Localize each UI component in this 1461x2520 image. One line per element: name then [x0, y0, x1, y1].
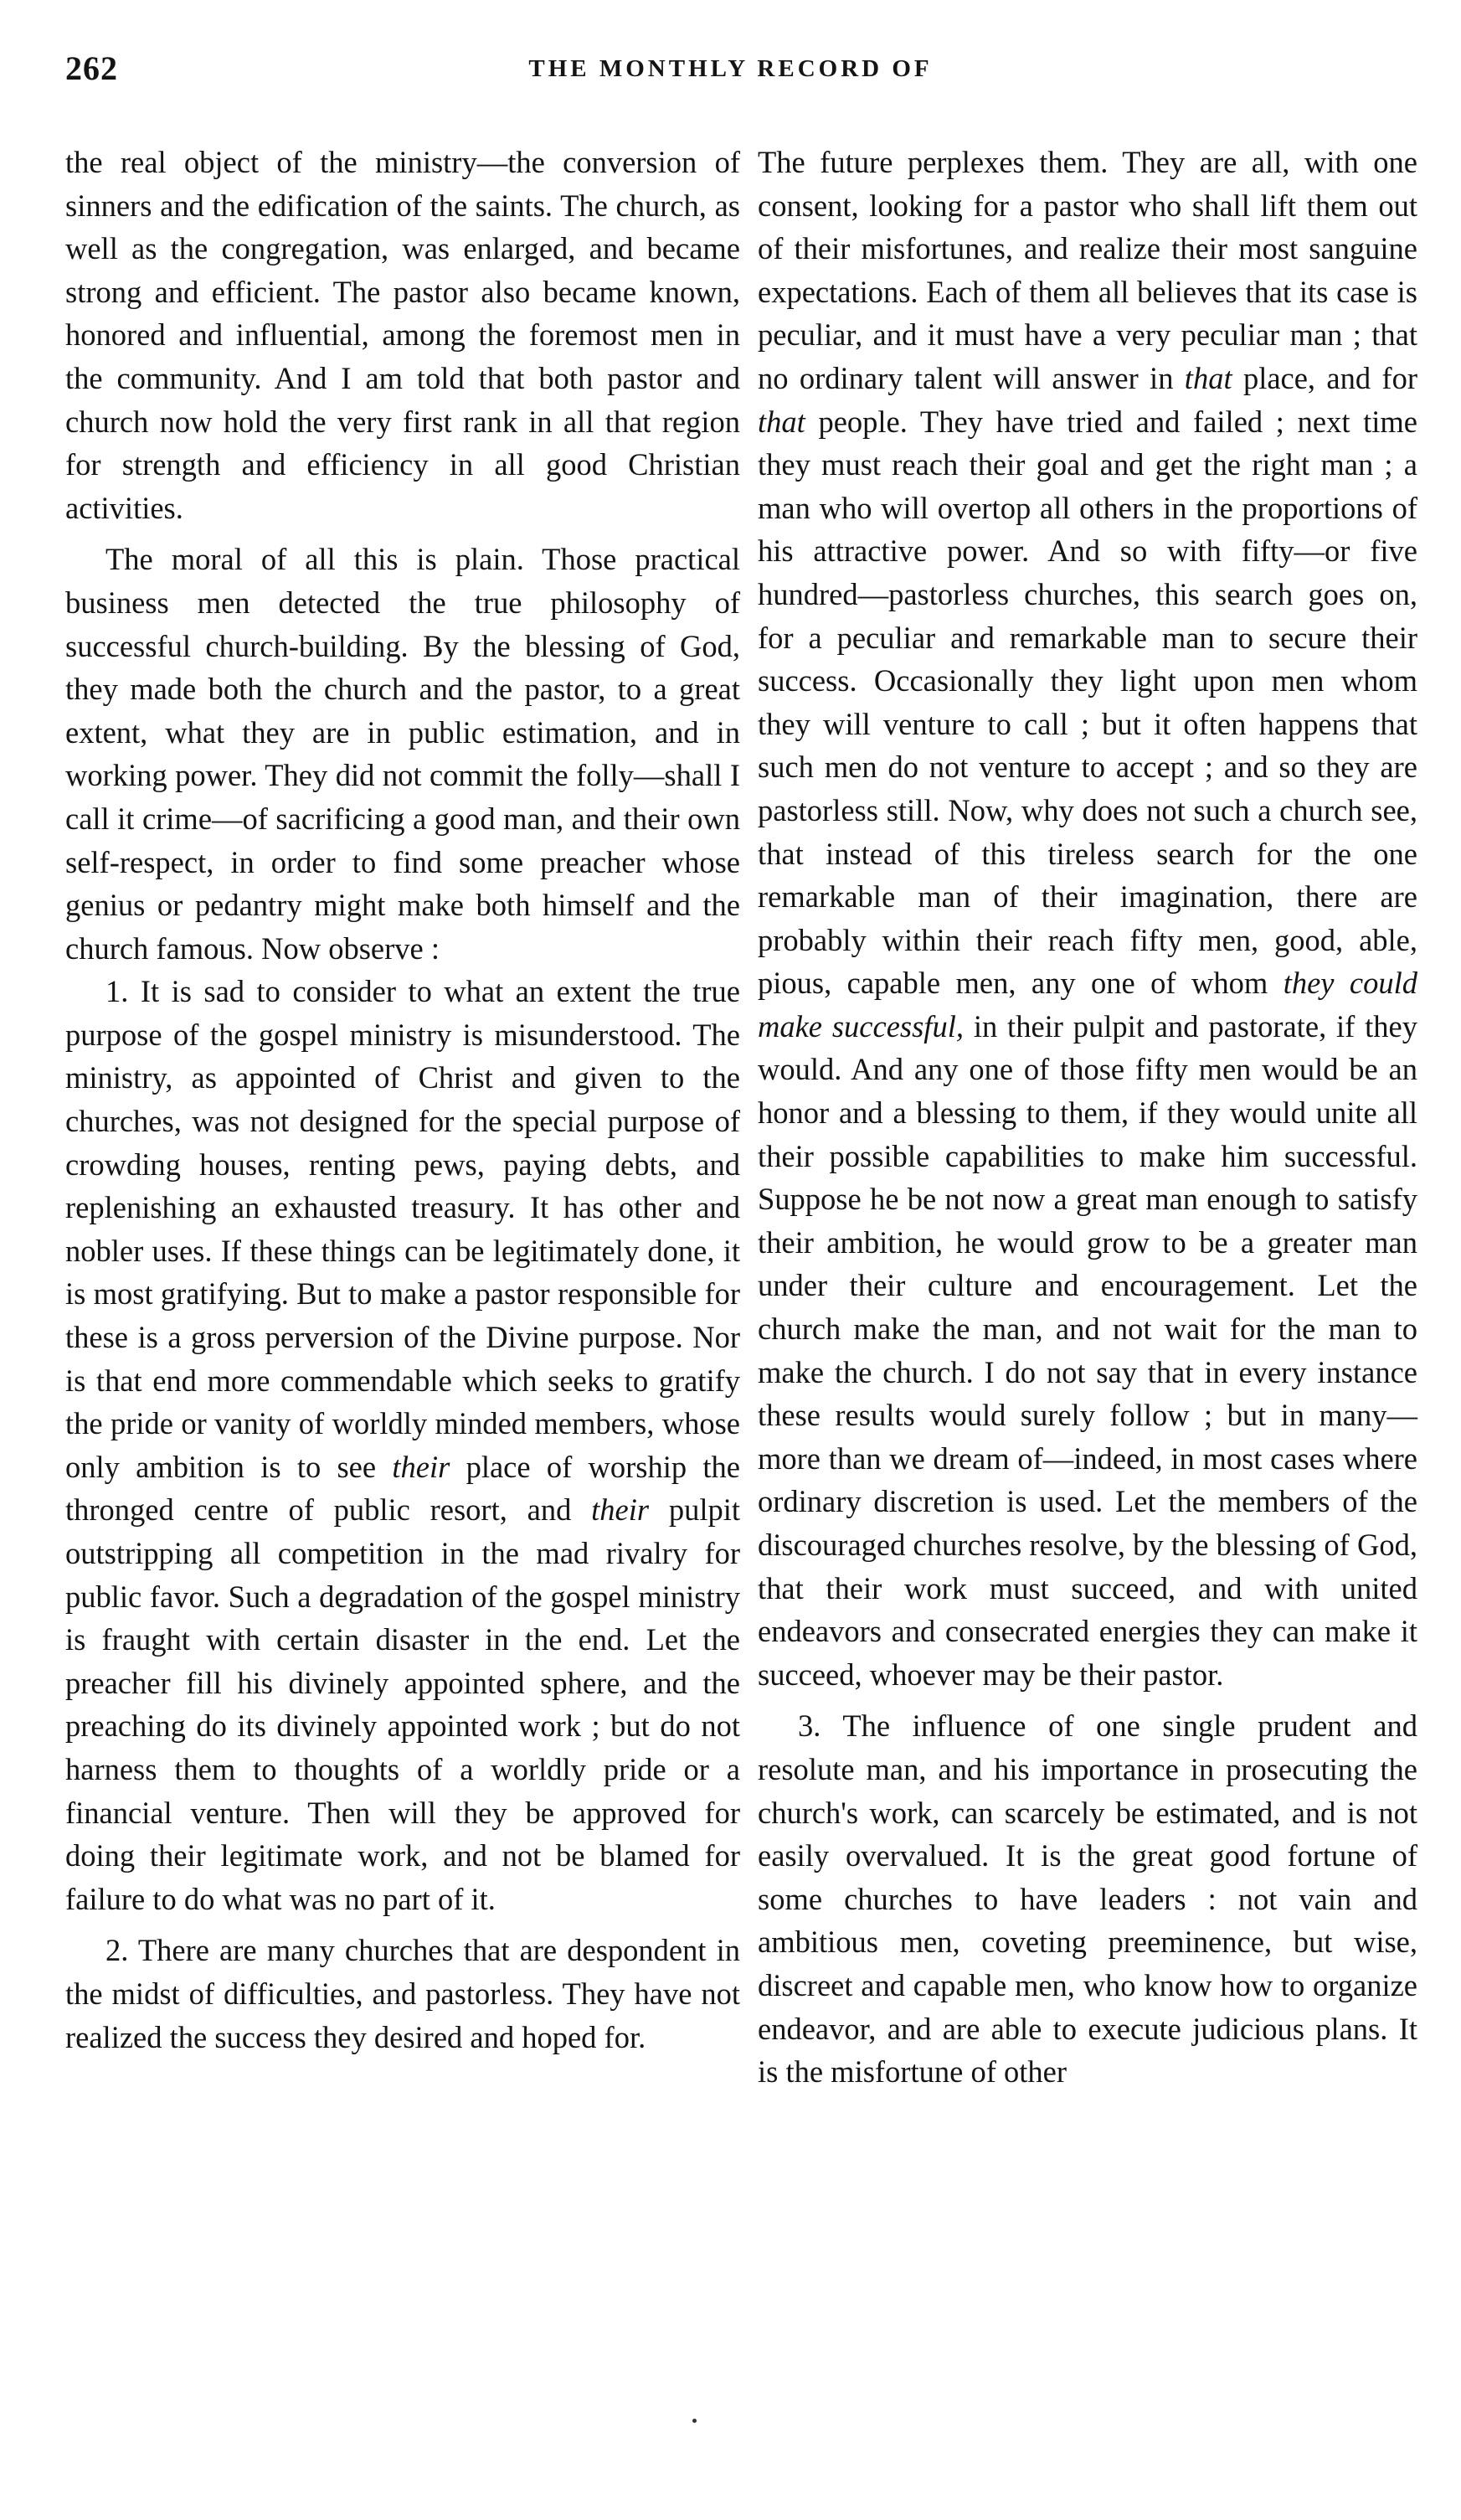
- text-run: place of worship the thronged centre of public resort, and: [65, 1449, 741, 1528]
- italic-text: that: [1184, 360, 1232, 395]
- text-run: pulpit outstripping all competition in the mad rivalry for public favor. Such a degradation of the gospel ministry is fraught with certain disaster in the end. Let the preacher fill his divinely appointed sphere, and the preaching do its divinely appointed work ; but do not harness them to thoughts of a worldly pride or a financial venture. Then will they be approved for doing their legitimate work, and not be blamed for failure to do what was no part of it.: [65, 1492, 741, 1916]
- text-run: 1. It is sad to consider to what an extent the true purpose of the gospel ministry is misunderstood. The ministry, as appointed of Christ and given to the churches, was not designed for the special purpose of crowding houses, renting pews, paying debts, and replenishing an exhausted treasury. It has other and nobler uses. If these things can be legitimately done, it is most gratifying. But to make a pastor responsible for these is a gross perversion of the Divine purpose. Nor is that end more commendable which seeks to gratify the pride or vanity of worldly minded members, whose only ambition is to see: [65, 974, 740, 1484]
- left-column: [65, 141, 740, 2059]
- paragraph: [758, 141, 1417, 1696]
- italic-text: that: [758, 404, 805, 439]
- paragraph: the real object of the ministry—the conversion of sinners and the edification of the saints. The church, as well as the congregation, was enlarged, and became strong and efficient. The pastor also became known, honored and influential, among the foremost men in the community. And I am told that both pastor and church now hold the very first rank in all that region for strength and efficiency in all good Christian activities.: [65, 145, 740, 525]
- text-run: in their pulpit and pastorate, if they would. And any one of those fifty men would be an honor and a blessing to them, if they would unite all their possible capabilities to make him successful. Suppose he be not now a great man enough to satisfy their ambition, he would grow to be a greater man under their culture and encouragement. Let the church make the man, and not wait for the man to make the church. I do not say that in every instance these results would surely follow ; but in many—more than we dream of—indeed, in most cases where ordinary discretion is used. Let the members of the discouraged churches resolve, by the blessing of God, that their work must succeed, and with united endeavors and consecrated energies they can make it succeed, whoever may be their pastor.: [758, 1008, 1418, 1692]
- italic-text: their: [591, 1492, 650, 1528]
- right-column: [758, 141, 1417, 2094]
- footer-dot: [692, 2419, 697, 2423]
- page-number: 262: [65, 49, 118, 87]
- paragraph: 3. The influence of one single prudent and resolute man, and his importance in prosecuting the church's work, can scarcely be estimated, and is not easily overvalued. It is the great good fortune of some churches to have leaders : not vain and ambitious men, coveting preeminence, but wise, discreet and capable men, who know how to organize endeavor, and are able to execute judicious plans. It is the misfortune of other: [758, 1708, 1417, 2090]
- text-run: place, and for: [1242, 360, 1417, 395]
- italic-text: their: [392, 1449, 450, 1484]
- running-head: THE MONTHLY RECORD OF: [528, 55, 933, 82]
- paragraph: [65, 970, 740, 1920]
- paragraph: 2. There are many churches that are despondent in the midst of difficulties, and pastorless. They have not realized the success they desired and hoped for.: [65, 1933, 740, 2054]
- italic-text: they could make successful,: [758, 966, 1418, 1044]
- text-run: people. They have tried and failed ; next time they must reach their goal and get the right man ; a man who will overtop all others in the proportions of his attractive power. And so with fifty—or five hundred—pastorless churches, this search goes on, for a peculiar and remarkable man to secure their success. Occasionally they light upon men whom they will venture to call ; but it often happens that such men do not venture to accept ; and so they are pastorless still. Now, why does not such a church see, that instead of this tireless search for the one remarkable man of their imagination, there are probably within their reach fifty men, good, able, pious, capable men, any one of whom: [758, 404, 1418, 1001]
- text-run: The future perplexes them. They are all, with one consent, looking for a pastor who shall lift them out of their misfortunes, and realize their most sanguine expectations. Each of them all believes that its case is peculiar, and it must have a very peculiar man ; that no ordinary talent will answer in: [758, 145, 1417, 395]
- paragraph: The moral of all this is plain. Those practical business men detected the true philosophy of successful church-building. By the blessing of God, they made both the church and the pastor, to a great extent, what they are in public estimation, and in working power. They did not commit the folly—shall I call it crime—of sacrificing a good man, and their own self-respect, in order to find some preacher whose genius or pedantry might make both himself and the church famous. Now observe :: [65, 542, 740, 966]
